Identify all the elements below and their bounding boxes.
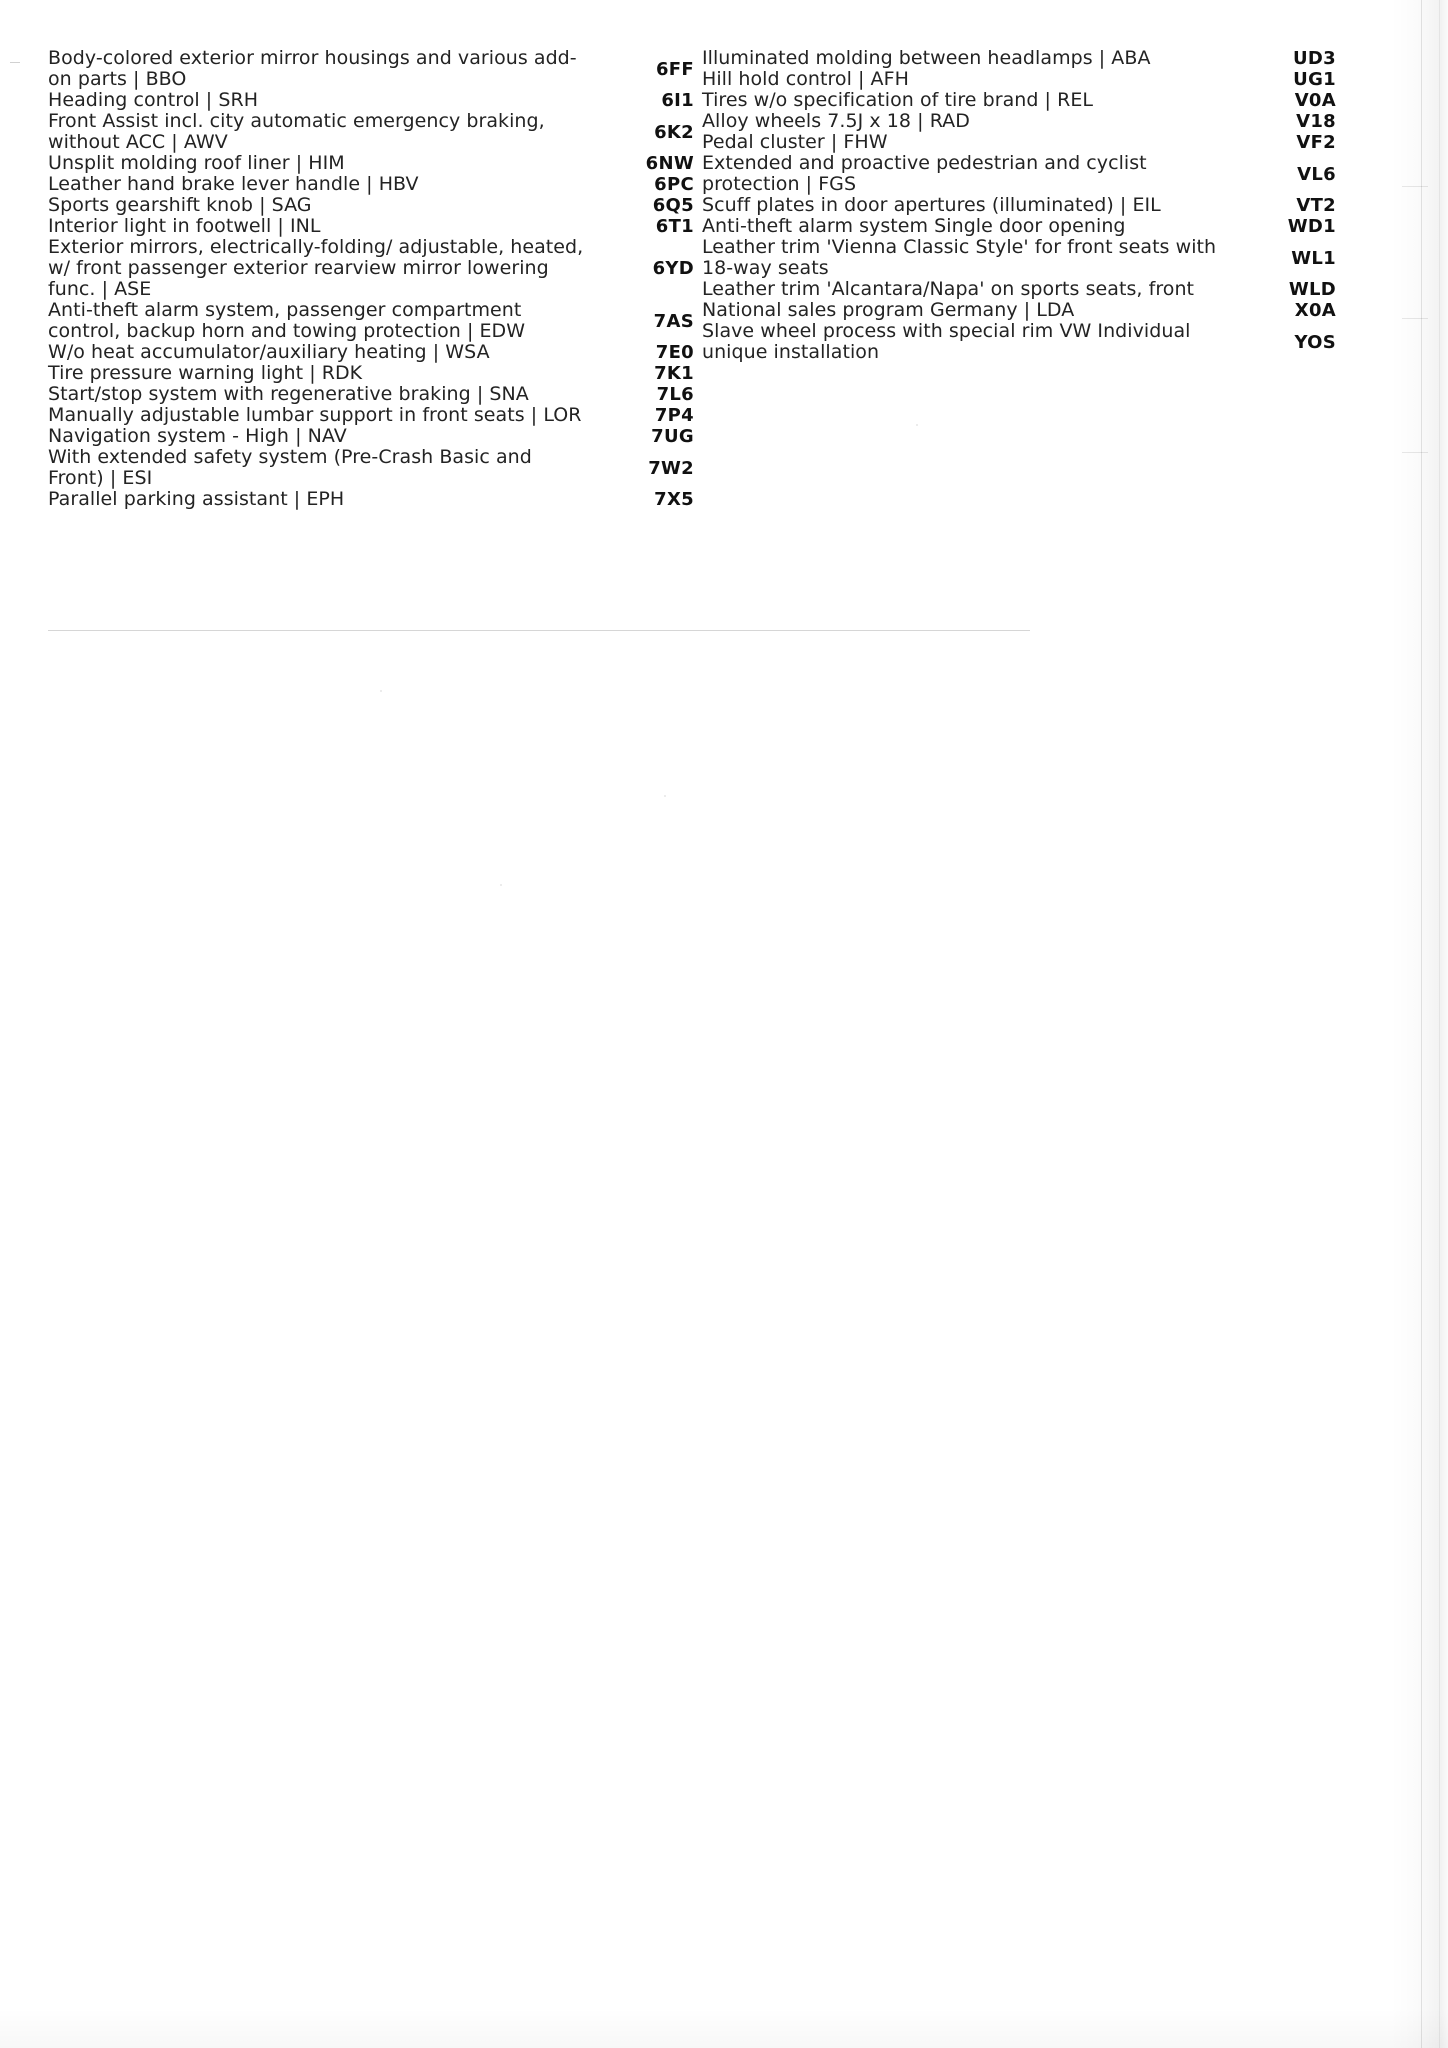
equipment-description: Pedal cluster | FHW <box>702 131 888 153</box>
scan-artifact-mark <box>1402 186 1428 187</box>
table-row <box>694 279 1336 300</box>
table-row <box>48 342 694 363</box>
table-row <box>694 153 1336 195</box>
equipment-code: UG1 <box>1293 69 1336 90</box>
equipment-description: Alloy wheels 7.5J x 18 | RAD <box>702 110 970 132</box>
equipment-description: Slave wheel process with special rim VW Individual unique installation <box>702 320 1191 363</box>
table-row <box>48 300 694 342</box>
equipment-description: Manually adjustable lumbar support in front seats | LOR <box>48 404 582 426</box>
table-row <box>694 321 1336 363</box>
equipment-code: VT2 <box>1296 195 1336 216</box>
equipment-description: Sports gearshift knob | SAG <box>48 194 312 216</box>
equipment-description: Body-colored exterior mirror housings and various add-on parts | BBO <box>48 47 577 90</box>
equipment-code: 6K2 <box>654 121 694 143</box>
equipment-description: Heading control | SRH <box>48 89 259 111</box>
equipment-description: Front Assist incl. city automatic emergency braking, without ACC | AWV <box>48 110 545 153</box>
equipment-code: 6T1 <box>655 216 694 237</box>
table-row <box>48 111 694 153</box>
equipment-code: WL1 <box>1291 247 1336 269</box>
equipment-code: 6I1 <box>661 90 694 111</box>
table-row <box>48 363 694 384</box>
equipment-description: Interior light in footwell | INL <box>48 215 321 237</box>
equipment-code: 7AS <box>653 310 694 332</box>
right-column-entries <box>694 48 1336 363</box>
equipment-description: Parallel parking assistant | EPH <box>48 488 345 510</box>
table-row <box>694 111 1336 132</box>
table-row <box>48 426 694 447</box>
equipment-description: Leather trim 'Alcantara/Napa' on sports seats, front <box>702 278 1195 300</box>
table-row <box>48 405 694 426</box>
equipment-code: 6FF <box>655 58 694 80</box>
table-row <box>48 153 694 174</box>
scan-artifact-speck <box>380 690 382 692</box>
table-row <box>48 237 694 300</box>
left-column-entries <box>48 48 694 510</box>
equipment-description: Illuminated molding between headlamps | ABA <box>702 47 1151 69</box>
equipment-code-table <box>48 48 1336 510</box>
scan-artifact-mark <box>10 62 20 63</box>
right-column <box>694 48 1336 363</box>
page-edge-shadow <box>1390 0 1448 2048</box>
table-row <box>694 132 1336 153</box>
equipment-code: WD1 <box>1287 216 1336 237</box>
equipment-code: V0A <box>1294 90 1336 111</box>
page-bottom-shadow <box>0 2008 1448 2048</box>
scan-artifact-mark <box>1402 318 1428 319</box>
equipment-code: 7X5 <box>654 489 694 510</box>
section-divider-rule <box>48 630 1030 631</box>
equipment-code: 6YD <box>652 258 694 279</box>
equipment-code: 7L6 <box>656 384 694 405</box>
equipment-code: 6Q5 <box>652 195 694 216</box>
equipment-code: 6PC <box>654 174 694 195</box>
equipment-description: Exterior mirrors, electrically-folding/ adjustable, heated, w/ front passenger exterior rearview mirror lowering func. | ASE <box>48 236 584 300</box>
equipment-description: Tire pressure warning light | RDK <box>48 362 363 384</box>
table-row <box>694 195 1336 216</box>
equipment-description: W/o heat accumulator/auxiliary heating | WSA <box>48 341 490 363</box>
equipment-code: WLD <box>1288 279 1336 300</box>
equipment-description: With extended safety system (Pre-Crash Basic and Front) | ESI <box>48 446 532 489</box>
table-row <box>694 48 1336 69</box>
table-row <box>48 48 694 90</box>
table-row <box>694 300 1336 321</box>
equipment-description: Leather hand brake lever handle | HBV <box>48 173 419 195</box>
left-column <box>48 48 694 510</box>
equipment-description: Extended and proactive pedestrian and cyclist protection | FGS <box>702 152 1147 195</box>
equipment-description: Unsplit molding roof liner | HIM <box>48 152 345 174</box>
equipment-description: Leather trim 'Vienna Classic Style' for front seats with 18-way seats <box>702 236 1217 279</box>
equipment-code: 7P4 <box>654 405 694 426</box>
table-row <box>694 216 1336 237</box>
table-row <box>48 489 694 510</box>
equipment-code: YOS <box>1294 331 1336 353</box>
equipment-description: Tires w/o specification of tire brand | REL <box>702 89 1094 111</box>
table-row <box>694 237 1336 279</box>
scan-artifact-mark <box>1402 452 1428 453</box>
table-row <box>48 174 694 195</box>
equipment-code: UD3 <box>1293 48 1336 69</box>
equipment-description: National sales program Germany | LDA <box>702 299 1075 321</box>
equipment-code: 7UG <box>651 426 694 447</box>
equipment-code: VF2 <box>1296 132 1336 153</box>
equipment-code: VL6 <box>1297 163 1336 185</box>
equipment-code: X0A <box>1294 300 1336 321</box>
table-row <box>48 195 694 216</box>
equipment-code: V18 <box>1296 111 1336 132</box>
scan-artifact-speck <box>664 795 666 797</box>
table-row <box>48 447 694 489</box>
equipment-code: 7W2 <box>648 457 694 479</box>
equipment-description: Navigation system - High | NAV <box>48 425 347 447</box>
equipment-description: Start/stop system with regenerative braking | SNA <box>48 383 529 405</box>
two-column-layout <box>48 48 1336 510</box>
table-row <box>48 384 694 405</box>
equipment-code: 6NW <box>645 153 694 174</box>
table-row <box>694 90 1336 111</box>
equipment-description: Scuff plates in door apertures (illuminated) | EIL <box>702 194 1161 216</box>
table-row <box>48 90 694 111</box>
scan-artifact-speck <box>500 884 502 886</box>
table-row <box>48 216 694 237</box>
equipment-code: 7K1 <box>654 363 694 384</box>
equipment-code: 7E0 <box>655 342 694 363</box>
equipment-description: Anti-theft alarm system Single door opening <box>702 215 1126 237</box>
equipment-description: Hill hold control | AFH <box>702 68 909 90</box>
table-row <box>694 69 1336 90</box>
equipment-description: Anti-theft alarm system, passenger compartment control, backup horn and towing protection | EDW <box>48 299 526 342</box>
